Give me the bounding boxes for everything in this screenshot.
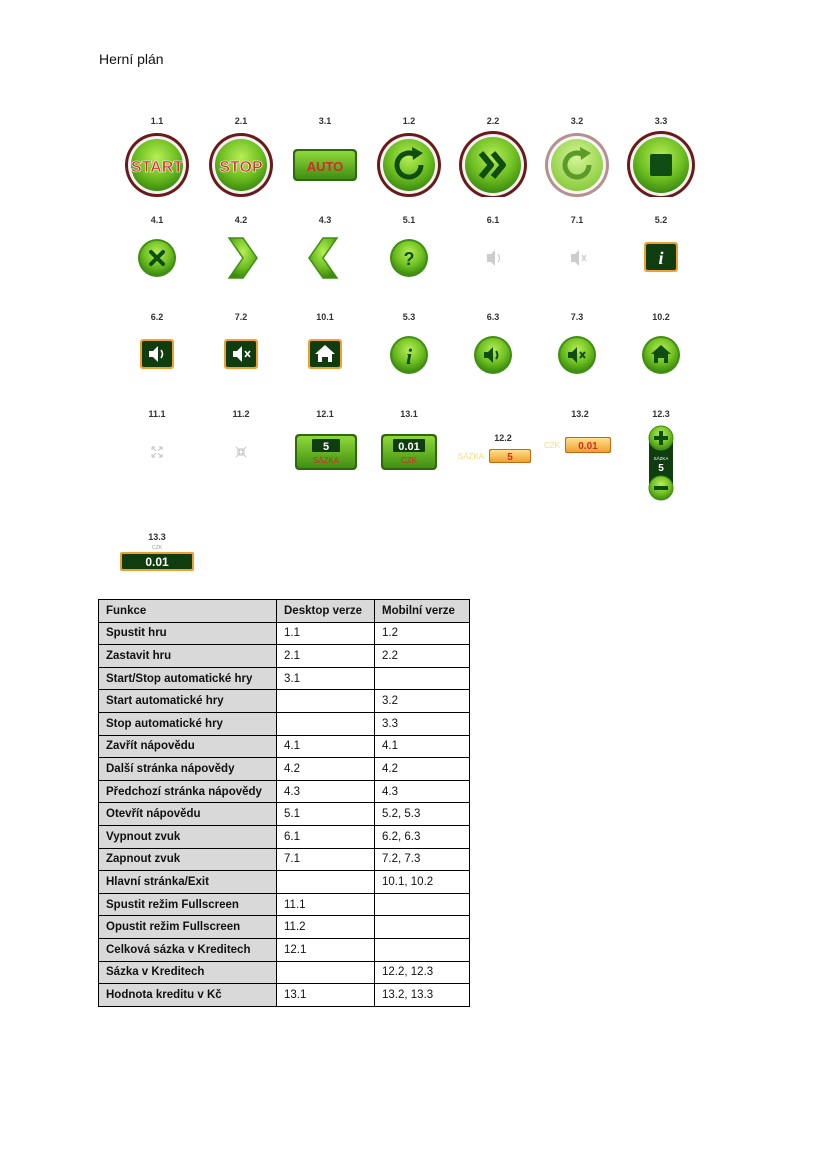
cell-function: Hodnota kreditu v Kč (99, 984, 277, 1007)
speaker-faint-icon (463, 226, 523, 284)
table-row (99, 893, 470, 916)
table-row (99, 984, 470, 1007)
cell-mobile: 4.1 (375, 735, 470, 758)
svg-text:0.01: 0.01 (398, 441, 420, 453)
sound-off-button-round[interactable]: 6.3 (451, 311, 535, 381)
open-help-button-round[interactable]: 5.3 i (367, 311, 451, 381)
header-desktop: Desktop verze (277, 600, 375, 623)
speaker-muted-circle-icon (547, 323, 607, 381)
cell-function: Spustit režim Fullscreen (99, 893, 277, 916)
credit-inline-display: 13.2 CZK 0.01 (535, 408, 625, 460)
function-table (98, 599, 470, 1007)
bet-stepper[interactable]: 12.3 SÁZKA 5 (619, 408, 703, 506)
open-help-button-mobile[interactable]: 5.2 i (619, 214, 703, 284)
cell-function: Start/Stop automatické hry (99, 667, 277, 690)
start-button-desktop[interactable]: 1.1 START (115, 115, 199, 197)
credit-bar-display: 13.3 CZK 0.01 (115, 531, 199, 575)
auto-start-button-mobile[interactable]: 3.2 (535, 115, 619, 197)
table-row (99, 622, 470, 645)
cell-desktop: 11.2 (277, 916, 375, 939)
refresh-icon (369, 127, 449, 197)
home-button-round[interactable]: 10.2 (619, 311, 703, 381)
home-button-square[interactable]: 10.1 (283, 311, 367, 381)
start-circle-icon (117, 127, 197, 197)
cell-function: Stop automatické hry (99, 712, 277, 735)
prev-page-button[interactable]: 4.3 (283, 214, 367, 284)
cell-function: Vypnout zvuk (99, 825, 277, 848)
cell-desktop: 12.1 (277, 938, 375, 961)
chevron-right-icon (211, 226, 271, 284)
cell-desktop: 3.1 (277, 667, 375, 690)
credit-inline-icon (535, 420, 625, 460)
cell-mobile: 4.2 (375, 758, 470, 781)
spin-button-mobile[interactable]: 1.2 (367, 115, 451, 197)
open-help-button-desktop[interactable]: 5.1 ? (367, 214, 451, 284)
cell-desktop (277, 690, 375, 713)
chevron-left-icon (295, 226, 355, 284)
cell-function: Celková sázka v Kreditech (99, 938, 277, 961)
cell-desktop: 11.1 (277, 893, 375, 916)
table-row (99, 667, 470, 690)
bet-box-icon (285, 420, 365, 478)
total-bet-display: 12.1 5 SÁZKA (283, 408, 367, 478)
cell-desktop: 4.2 (277, 758, 375, 781)
cell-mobile: 3.2 (375, 690, 470, 713)
square-stop-icon (619, 127, 703, 197)
cell-desktop (277, 961, 375, 984)
cell-desktop: 6.1 (277, 825, 375, 848)
icon-grid (115, 115, 715, 575)
speaker-square-icon (127, 323, 187, 381)
table-row (99, 645, 470, 668)
table-header-row (99, 600, 470, 623)
cell-function: Opustit režim Fullscreen (99, 916, 277, 939)
sound-off-button-desktop[interactable]: 6.1 (451, 214, 535, 284)
cell-mobile: 13.2, 13.3 (375, 984, 470, 1007)
cell-function: Zavřít nápovědu (99, 735, 277, 758)
cell-mobile: 10.1, 10.2 (375, 871, 470, 894)
cell-desktop: 2.1 (277, 645, 375, 668)
table-row (99, 758, 470, 781)
svg-text:5: 5 (658, 463, 664, 474)
cell-desktop: 4.3 (277, 780, 375, 803)
table-row (99, 938, 470, 961)
cell-function: Spustit hru (99, 622, 277, 645)
cell-mobile (375, 667, 470, 690)
svg-text:SÁZKA: SÁZKA (457, 452, 485, 461)
sound-on-button-round[interactable]: 7.3 (535, 311, 619, 381)
cell-desktop: 13.1 (277, 984, 375, 1007)
cell-mobile (375, 893, 470, 916)
cell-desktop (277, 712, 375, 735)
table-row (99, 825, 470, 848)
cell-desktop: 4.1 (277, 735, 375, 758)
cell-function: Start automatické hry (99, 690, 277, 713)
table-row (99, 961, 470, 984)
table-row (99, 690, 470, 713)
table-row (99, 735, 470, 758)
table-row (99, 871, 470, 894)
cell-function: Další stránka nápovědy (99, 758, 277, 781)
cell-function: Zapnout zvuk (99, 848, 277, 871)
cell-function: Zastavit hru (99, 645, 277, 668)
svg-text:?: ? (403, 249, 415, 269)
cell-desktop: 7.1 (277, 848, 375, 871)
info-square-icon (631, 226, 691, 284)
header-mobile: Mobilní verze (375, 600, 470, 623)
cell-mobile (375, 938, 470, 961)
close-icon (127, 226, 187, 284)
cell-desktop: 5.1 (277, 803, 375, 826)
page-title: Herní plán (99, 51, 164, 67)
auto-stop-button-mobile[interactable]: 3.3 (619, 115, 703, 197)
svg-text:SÁZKA: SÁZKA (653, 456, 669, 461)
svg-text:CZK: CZK (152, 545, 162, 551)
svg-text:0.01: 0.01 (145, 555, 169, 569)
close-help-button[interactable]: 4.1 (115, 214, 199, 284)
collapse-icon (211, 420, 271, 478)
auto-button[interactable]: 3.1 AUTO (283, 115, 367, 197)
speaker-muted-square-icon (211, 323, 271, 381)
stop-button-mobile[interactable]: 2.2 (451, 115, 535, 197)
cell-mobile (375, 916, 470, 939)
cell-mobile: 1.2 (375, 622, 470, 645)
cell-desktop (277, 871, 375, 894)
svg-text:5: 5 (322, 441, 330, 453)
cell-mobile: 7.2, 7.3 (375, 848, 470, 871)
svg-text:STOP: STOP (219, 159, 263, 176)
svg-text:SÁZKA: SÁZKA (312, 456, 340, 465)
info-circle-icon (379, 323, 439, 381)
cell-mobile: 4.3 (375, 780, 470, 803)
header-function: Funkce (99, 600, 277, 623)
next-page-button[interactable]: 4.2 (199, 214, 283, 284)
cell-function: Otevřít nápovědu (99, 803, 277, 826)
speaker-circle-icon (463, 323, 523, 381)
cell-mobile: 12.2, 12.3 (375, 961, 470, 984)
cell-mobile: 2.2 (375, 645, 470, 668)
sound-on-button-desktop[interactable]: 7.1 (535, 214, 619, 284)
speaker-muted-faint-icon (547, 226, 607, 284)
cell-function: Hlavní stránka/Exit (99, 871, 277, 894)
fast-forward-icon (451, 127, 535, 197)
cell-mobile: 6.2, 6.3 (375, 825, 470, 848)
auto-bar-icon (285, 127, 365, 197)
svg-text:i: i (405, 344, 413, 369)
home-circle-icon (631, 323, 691, 381)
cell-mobile: 3.3 (375, 712, 470, 735)
question-icon (379, 226, 439, 284)
table-row (99, 848, 470, 871)
svg-text:5: 5 (507, 452, 513, 463)
cell-mobile: 5.2, 5.3 (375, 803, 470, 826)
credit-bar-icon (117, 543, 197, 575)
bet-inline-display: 12.2 SÁZKA 5 (451, 432, 555, 468)
cell-function: Předchozí stránka nápovědy (99, 780, 277, 803)
fullscreen-exit-button[interactable]: 11.2 (199, 408, 283, 478)
svg-text:AUTO: AUTO (306, 159, 344, 174)
expand-icon (127, 420, 187, 478)
refresh-disabled-icon (537, 127, 617, 197)
stop-button-desktop[interactable]: 2.1 STOP (199, 115, 283, 197)
cell-function: Sázka v Kreditech (99, 961, 277, 984)
svg-text:CZK: CZK (544, 441, 560, 450)
sound-off-button-mobile[interactable]: 6.2 (115, 311, 199, 381)
stop-circle-icon (201, 127, 281, 197)
home-square-icon (295, 323, 355, 381)
table-row (99, 712, 470, 735)
svg-text:0.01: 0.01 (578, 441, 598, 452)
svg-text:CZK: CZK (401, 456, 417, 465)
table-row (99, 780, 470, 803)
svg-text:i: i (658, 248, 664, 268)
sound-on-button-mobile[interactable]: 7.2 (199, 311, 283, 381)
stepper-icon (641, 420, 681, 506)
table-row (99, 916, 470, 939)
fullscreen-enter-button[interactable]: 11.1 (115, 408, 199, 478)
svg-text:START: START (130, 159, 184, 176)
table-row (99, 803, 470, 826)
credit-box-icon (369, 420, 449, 478)
cell-desktop: 1.1 (277, 622, 375, 645)
credit-value-display: 13.1 0.01 CZK (367, 408, 451, 478)
